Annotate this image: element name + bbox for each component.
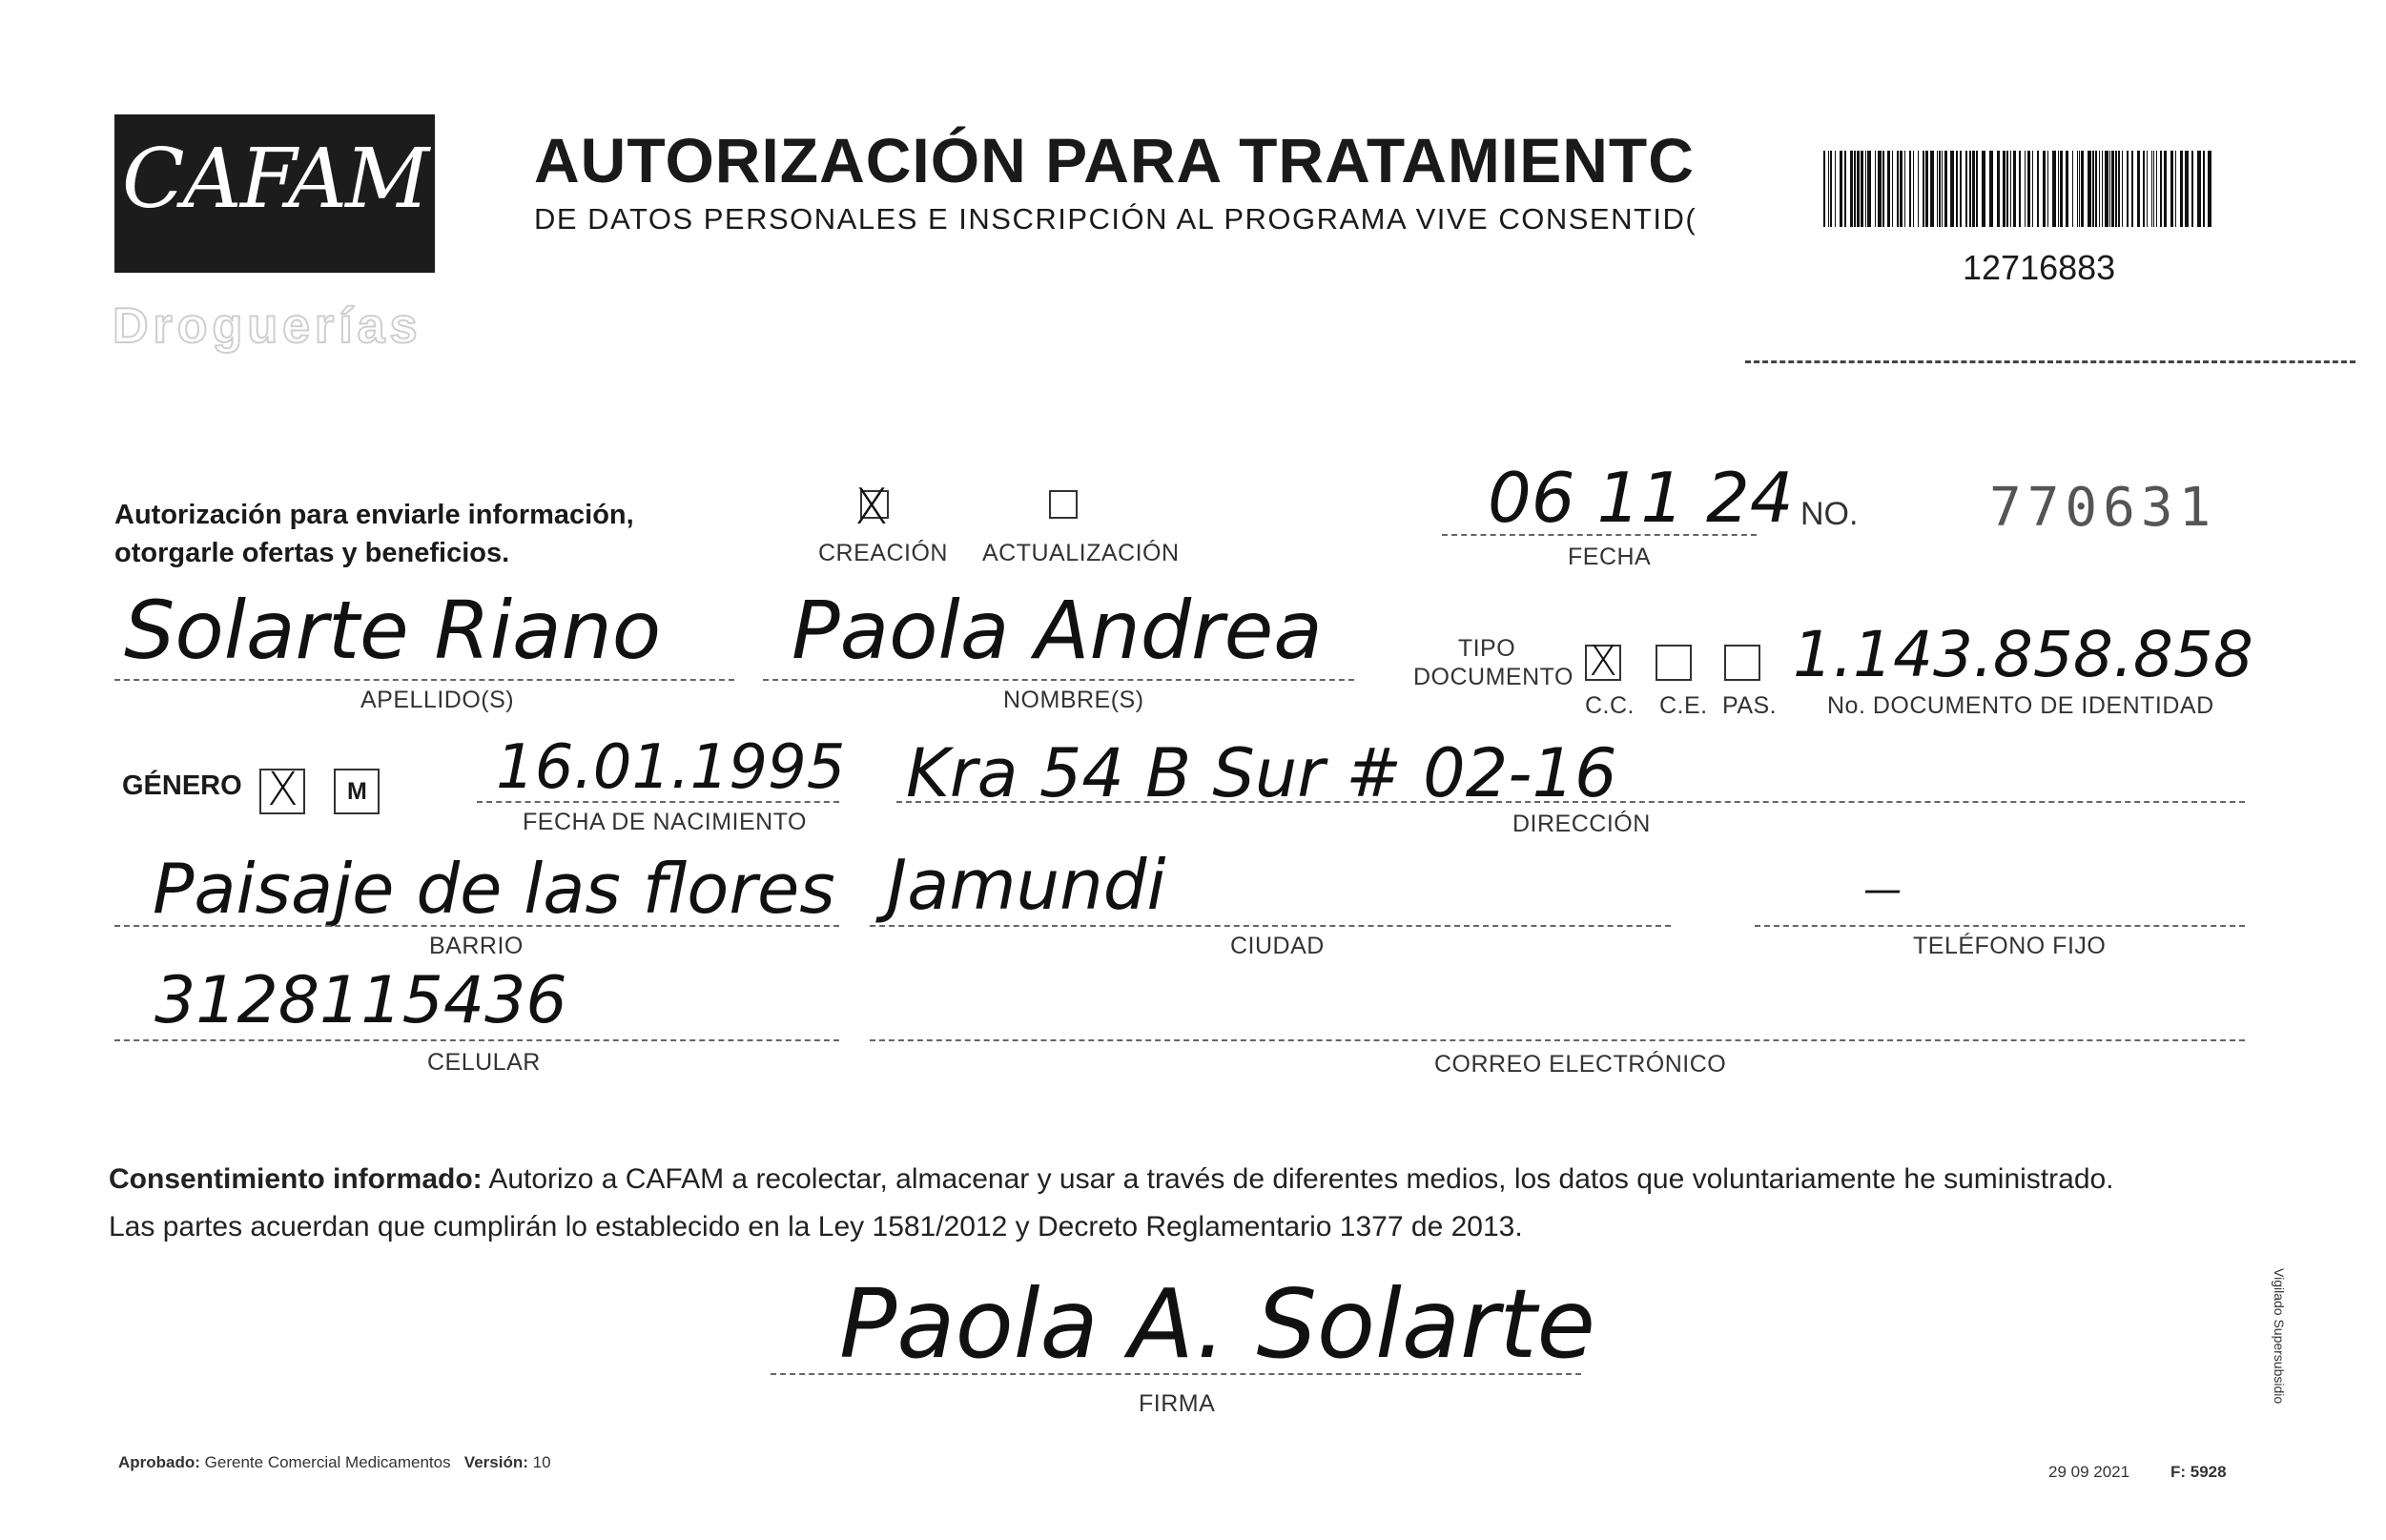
barcode-bar xyxy=(2208,151,2211,227)
barcode-bar xyxy=(2013,151,2016,227)
firma-label: FIRMA xyxy=(1139,1390,1216,1417)
barcode-bar xyxy=(2153,151,2154,227)
barcode-bar xyxy=(1865,151,1866,227)
barcode-bar xyxy=(1840,151,1842,227)
barcode-bar xyxy=(2164,151,2167,227)
barcode-bar xyxy=(2118,151,2120,227)
barcode-bar xyxy=(1997,151,2000,227)
barcode-bar xyxy=(2151,151,2152,227)
barcode-bar xyxy=(2143,151,2145,227)
genero-label: GÉNERO xyxy=(122,770,242,801)
barcode-bar xyxy=(2137,151,2140,227)
barcode-bar xyxy=(2058,151,2059,227)
sub-brand: Droguerías xyxy=(113,298,422,354)
actualizacion-checkbox[interactable] xyxy=(1049,490,1078,519)
consent-heading: Consentimiento informado: xyxy=(109,1163,483,1195)
nacimiento-value: 16.01.1995 xyxy=(496,732,846,803)
creacion-mark: X xyxy=(854,479,889,536)
barcode-bar xyxy=(1969,151,1971,227)
barrio-label: BARRIO xyxy=(429,933,524,959)
barcode-bar xyxy=(2092,151,2094,227)
documento-label: No. DOCUMENTO DE IDENTIDAD xyxy=(1827,692,2214,719)
celular-label: CELULAR xyxy=(427,1049,541,1076)
consent-line-1 xyxy=(109,1156,2264,1203)
direccion-value: Kra 54 B Sur # 02-16 xyxy=(906,734,1617,812)
version-value: 10 xyxy=(532,1453,551,1471)
barcode-bar xyxy=(2175,151,2176,227)
barcode-bar xyxy=(2160,151,2162,227)
barcode-bar xyxy=(2099,151,2100,227)
consent-line-2: Las partes acuerdan que cumplirán lo establecido en la Ley 1581/2012 y Decreto Reglamentario 1377 de 2013. xyxy=(109,1211,1523,1242)
barcode-bar xyxy=(1878,151,1882,227)
logo-text: CAFAM xyxy=(121,132,428,227)
fecha-label: FECHA xyxy=(1568,544,1652,570)
aprobado-value: Gerente Comercial Medicamentos xyxy=(204,1453,451,1471)
apellidos-line xyxy=(114,679,734,681)
ciudad-label: CIUDAD xyxy=(1230,933,1325,959)
barcode-bar xyxy=(2191,151,2193,227)
intro-line-1: Autorización para enviarle información, xyxy=(114,500,634,530)
cut-line xyxy=(1745,360,2355,363)
documento-value: 1.143.858.858 xyxy=(1793,618,2253,691)
ce-label: C.E. xyxy=(1659,692,1708,719)
ciudad-line xyxy=(870,925,1671,927)
cc-checkbox[interactable] xyxy=(1585,637,1621,686)
barcode-bar xyxy=(1909,151,1911,227)
side-text: Vigilado Supersubsidio xyxy=(2272,1268,2287,1405)
barcode-bar xyxy=(2047,151,2048,227)
barcode-bar xyxy=(1897,151,1899,227)
barcode-bar xyxy=(2156,151,2157,227)
cc-label: C.C. xyxy=(1585,692,1635,719)
nombres-value: Paola Andrea xyxy=(792,584,1323,677)
genero-m-label: M xyxy=(347,778,367,805)
footer-date: 29 09 2021 xyxy=(2048,1463,2130,1481)
barcode-bar xyxy=(2109,151,2110,227)
intro-line-2: otorgarle ofertas y beneficios. xyxy=(114,538,510,568)
barcode-bar xyxy=(2079,151,2080,227)
barcode-bar xyxy=(2025,151,2026,227)
barcode-bar xyxy=(2072,151,2073,227)
barcode-bar xyxy=(2032,151,2033,227)
tipo-label: TIPO xyxy=(1457,635,1516,662)
barcode-bar xyxy=(1892,151,1893,227)
fecha-value: 06 11 24 xyxy=(1488,458,1794,538)
cc-mark: X xyxy=(1589,637,1618,686)
barcode-bar xyxy=(1875,151,1876,227)
signature: Paola A. Solarte xyxy=(839,1268,1596,1380)
barcode-number: 12716883 xyxy=(1963,248,2116,287)
celular-value: 3128115436 xyxy=(154,963,567,1038)
correo-label: CORREO ELECTRÓNICO xyxy=(1434,1051,1727,1078)
telefono-line xyxy=(1755,925,2245,927)
fecha-line xyxy=(1442,534,1757,536)
genero-f-mark: X xyxy=(267,763,298,816)
barcode-bar xyxy=(1944,151,1947,227)
barcode-bar xyxy=(1923,151,1924,227)
barcode-bar xyxy=(2027,151,2030,227)
cafam-logo xyxy=(114,114,435,273)
barcode-bar xyxy=(1937,151,1938,227)
telefono-label: TELÉFONO FIJO xyxy=(1913,933,2107,959)
nacimiento-label: FECHA DE NACIMIENTO xyxy=(523,809,807,835)
barcode-bar xyxy=(1835,151,1836,227)
version-label: Versión: xyxy=(463,1453,528,1471)
barcode-bar xyxy=(1965,151,1967,227)
creacion-label: CREACIÓN xyxy=(818,540,948,566)
barcode-bar xyxy=(2081,151,2084,227)
page-subtitle: DE DATOS PERSONALES E INSCRIPCIÓN AL PROGRAMA VIVE CONSENTID( xyxy=(534,202,1697,236)
barcode-bar xyxy=(2122,151,2123,227)
barcode-bar xyxy=(1844,151,1846,227)
barcode xyxy=(1823,151,2214,227)
barcode-bar xyxy=(1918,151,1919,227)
barcode-bar xyxy=(2060,151,2063,227)
barcode-bar xyxy=(1956,151,1958,227)
apellidos-value: Solarte Riano xyxy=(124,584,662,677)
barcode-bar xyxy=(1982,151,1985,227)
barcode-bar xyxy=(2131,151,2133,227)
actualizacion-label: ACTUALIZACIÓN xyxy=(982,540,1180,566)
direccion-line xyxy=(896,801,2245,803)
barcode-bar xyxy=(2197,151,2201,227)
barcode-bar xyxy=(2115,151,2117,227)
barcode-bar xyxy=(1950,151,1954,227)
barrio-value: Paisaje de las flores xyxy=(153,849,835,929)
barcode-bar xyxy=(2203,151,2205,227)
documento-type-label: DOCUMENTO xyxy=(1413,664,1574,690)
barcode-bar xyxy=(2037,151,2039,227)
barcode-bar xyxy=(2127,151,2129,227)
barcode-bar xyxy=(2180,151,2183,227)
barcode-bar xyxy=(1823,151,1825,227)
page-title: AUTORIZACIÓN PARA TRATAMIENTC xyxy=(534,125,1695,195)
barcode-bar xyxy=(1882,151,1884,227)
creacion-checkbox[interactable] xyxy=(854,479,889,536)
barcode-bar xyxy=(2095,151,2097,227)
barcode-bar xyxy=(2003,151,2005,227)
barcode-bar xyxy=(2170,151,2173,227)
barcode-bar xyxy=(1925,151,1928,227)
celular-line xyxy=(114,1039,839,1041)
barcode-bar xyxy=(1867,151,1871,227)
pas-label: PAS. xyxy=(1722,692,1778,719)
barcode-bar xyxy=(1989,151,1993,227)
barcode-bar xyxy=(2105,151,2108,227)
barcode-bar xyxy=(1939,151,1941,227)
barcode-bar xyxy=(2066,151,2068,227)
barcode-bar xyxy=(1828,151,1829,227)
barcode-bar xyxy=(1850,151,1853,227)
apellidos-label: APELLIDO(S) xyxy=(360,687,515,713)
barcode-bar xyxy=(2185,151,2189,227)
barcode-bar xyxy=(1861,151,1863,227)
barcode-bar xyxy=(1887,151,1890,227)
barcode-bar xyxy=(2102,151,2103,227)
barcode-bar xyxy=(2088,151,2091,227)
footer-code: F: 5928 xyxy=(2170,1463,2227,1481)
barcode-bar xyxy=(1900,151,1903,227)
aprobado-label: Aprobado: xyxy=(118,1453,200,1471)
telefono-value: — xyxy=(1863,868,1902,912)
barcode-bar xyxy=(2077,151,2078,227)
barrio-line xyxy=(114,925,839,927)
consent-text xyxy=(109,1156,2264,1251)
numero-value: 770631 xyxy=(1989,477,2217,539)
nombres-line xyxy=(763,679,1354,681)
barcode-bar xyxy=(2052,151,2056,227)
barcode-bar xyxy=(2006,151,2008,227)
barcode-bar xyxy=(1930,151,1934,227)
barcode-bar xyxy=(2111,151,2114,227)
consent-body-1: Autorizo a CAFAM a recolectar, almacenar y usar a través de diferentes medios, los datos que voluntariamente he suministrado. xyxy=(482,1163,2114,1195)
barcode-bar xyxy=(2019,151,2021,227)
barcode-bar xyxy=(2010,151,2011,227)
barcode-bar xyxy=(2043,151,2046,227)
nombres-label: NOMBRE(S) xyxy=(1003,687,1144,713)
pas-checkbox[interactable] xyxy=(1724,645,1760,681)
correo-line xyxy=(870,1039,2245,1041)
footer-approval xyxy=(118,1453,551,1472)
genero-m-checkbox[interactable] xyxy=(334,769,380,814)
nacimiento-line xyxy=(477,801,839,803)
ciudad-value: Jamundi xyxy=(887,845,1166,925)
barcode-bar xyxy=(1830,151,1832,227)
barcode-bar xyxy=(1942,151,1943,227)
barcode-bar xyxy=(1972,151,1975,227)
genero-f-checkbox[interactable] xyxy=(259,763,305,816)
barcode-bar xyxy=(1960,151,1962,227)
numero-label: NO. xyxy=(1800,496,1859,532)
firma-line xyxy=(771,1373,1581,1375)
ce-checkbox[interactable] xyxy=(1656,645,1692,681)
direccion-label: DIRECCIÓN xyxy=(1512,811,1651,837)
barcode-bar xyxy=(1854,151,1856,227)
barcode-bar xyxy=(2147,151,2148,227)
intro-text xyxy=(114,496,634,572)
barcode-bar xyxy=(1976,151,1978,227)
barcode-bar xyxy=(1904,151,1905,227)
barcode-bar xyxy=(1913,151,1914,227)
barcode-bar xyxy=(1857,151,1860,227)
